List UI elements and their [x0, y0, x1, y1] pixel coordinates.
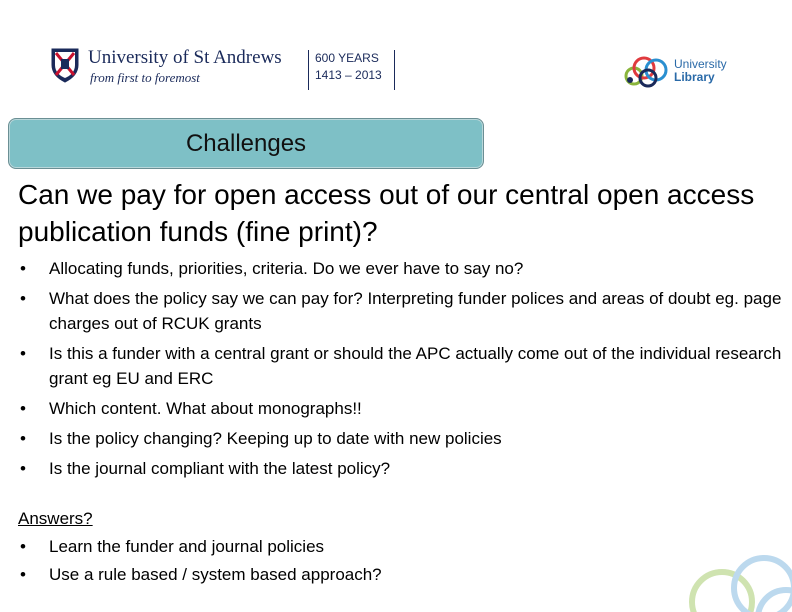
list-item [18, 533, 382, 561]
logo-divider [308, 50, 309, 90]
section-title-box [8, 118, 484, 169]
bullet-icon: • [20, 537, 26, 556]
bullet-icon: • [20, 289, 26, 308]
library-logo [620, 50, 750, 94]
bullet-text: Allocating funds, priorities, criteria. Do we ever have to say no? [49, 259, 524, 278]
library-rings-icon [620, 50, 676, 94]
university-name: University of St Andrews [88, 47, 282, 68]
answers-list [18, 533, 382, 589]
list-item [18, 561, 382, 589]
list-item [18, 286, 788, 336]
list-item [18, 426, 788, 451]
answer-text: Learn the funder and journal policies [49, 537, 325, 556]
bullet-text: What does the policy say we can pay for? Interpreting funder polices and areas of doubt eg. page charges out of RCUK grants [49, 289, 782, 333]
answers-section [18, 505, 382, 589]
logo-divider-right [394, 50, 395, 90]
bullet-text: Is the policy changing? Keeping up to date with new policies [49, 429, 502, 448]
library-logo-text [674, 58, 727, 84]
bullet-icon: • [20, 565, 26, 584]
list-item [18, 341, 788, 391]
library-logo-line1: University [674, 57, 727, 71]
decorative-rings-icon [682, 532, 792, 612]
slide-headline: Can we pay for open access out of our central open access publication funds (fine print)? [18, 179, 755, 247]
bullet-text: Is the journal compliant with the latest policy? [49, 459, 391, 478]
university-logo [50, 44, 400, 94]
answers-title: Answers? [18, 509, 93, 528]
answer-text: Use a rule based / system based approach? [49, 565, 382, 584]
bullet-icon: • [20, 459, 26, 478]
anniversary-years: 600 YEARS [315, 51, 379, 65]
section-title: Challenges [185, 130, 307, 157]
bullet-text: Is this a funder with a central grant or should the APC actually come out of the individual research grant eg EU and ERC [49, 344, 782, 388]
bullet-icon: • [20, 259, 26, 278]
bullet-icon: • [20, 344, 26, 363]
list-item [18, 256, 788, 281]
list-item [18, 456, 788, 481]
bullet-text: Which content. What about monographs!! [49, 399, 362, 418]
bullet-icon: • [20, 429, 26, 448]
university-motto: from first to foremost [90, 70, 200, 85]
bullet-icon: • [20, 399, 26, 418]
library-logo-line2: Library [674, 70, 715, 84]
anniversary-dates: 1413 – 2013 [315, 68, 382, 82]
list-item [18, 396, 788, 421]
university-crest-icon [50, 47, 80, 83]
challenge-bullet-list [18, 256, 788, 486]
